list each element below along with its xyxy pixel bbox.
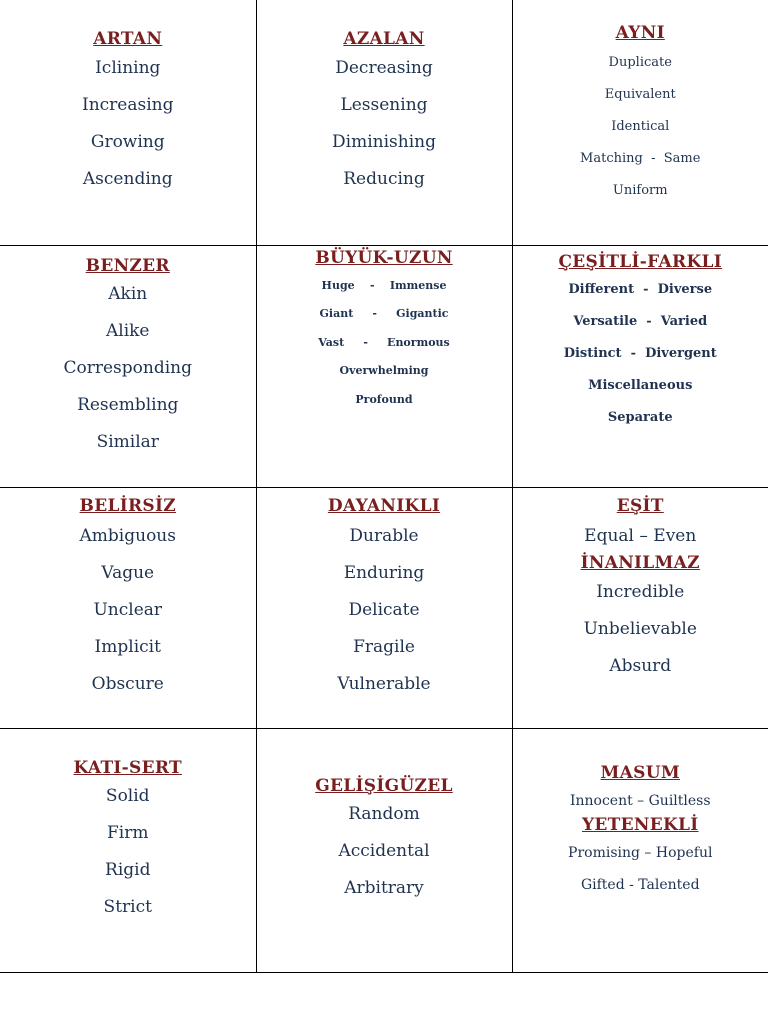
- word: Delicate: [348, 599, 420, 620]
- word: Unbelievable: [583, 618, 697, 639]
- word: Versatile - Varied: [573, 313, 708, 329]
- cell-title: BELİRSİZ: [79, 495, 176, 516]
- word: Vast - Enormous: [318, 335, 450, 349]
- word: Rigid: [105, 859, 151, 880]
- cell-title: AZALAN: [343, 29, 425, 49]
- word: Durable: [349, 525, 419, 546]
- cell-ayni: [512, 0, 768, 245]
- word: Identical: [611, 119, 670, 134]
- word: Strict: [103, 896, 152, 917]
- word: Diminishing: [332, 132, 436, 152]
- word: Gifted - Talented: [580, 876, 700, 893]
- word: Decreasing: [335, 58, 433, 78]
- word: Obscure: [91, 673, 164, 694]
- word: Equivalent: [604, 87, 676, 102]
- cell-title-secondary: İNANILMAZ: [580, 552, 700, 573]
- word: Solid: [105, 785, 150, 806]
- word: Accidental: [338, 840, 430, 861]
- cell-title: ARTAN: [93, 29, 163, 49]
- cell-kati-sert: [0, 728, 256, 972]
- word: Profound: [355, 392, 413, 406]
- word: Vague: [101, 562, 155, 583]
- cell-title: MASUM: [600, 762, 680, 783]
- cell-title-secondary: YETENEKLİ: [581, 814, 699, 835]
- cell-artan: [0, 0, 256, 245]
- word: Unclear: [93, 599, 163, 620]
- word: Enduring: [343, 562, 425, 583]
- cell-buyuk-uzun: [256, 245, 512, 487]
- word: Distinct - Divergent: [563, 345, 717, 361]
- word: Separate: [607, 409, 673, 425]
- word: Uniform: [612, 183, 668, 198]
- cell-title: EŞİT: [616, 495, 664, 516]
- word: Lessening: [340, 95, 428, 115]
- word: Akin: [108, 283, 148, 304]
- word: Promising – Hopeful: [568, 844, 713, 861]
- word: Duplicate: [608, 55, 672, 70]
- cell-title: KATI-SERT: [73, 757, 182, 778]
- word: Giant - Gigantic: [319, 307, 449, 320]
- word: Matching - Same: [580, 151, 701, 166]
- word: Alike: [105, 320, 150, 341]
- cell-title: BÜYÜK-UZUN: [315, 247, 453, 268]
- word: Arbitrary: [344, 877, 424, 898]
- word: Implicit: [94, 636, 161, 657]
- word: Reducing: [343, 169, 425, 189]
- word: Ascending: [82, 169, 173, 189]
- word: Firm: [107, 822, 149, 843]
- word: Miscellaneous: [588, 377, 693, 393]
- cell-dayanikli: [256, 487, 512, 728]
- cell-title: GELİŞİGÜZEL: [315, 775, 453, 796]
- word: Incredible: [596, 581, 685, 602]
- word: Growing: [90, 132, 165, 152]
- word: Vulnerable: [337, 673, 431, 694]
- cell-benzer: [0, 245, 256, 487]
- cell-title: DAYANIKLI: [327, 495, 441, 516]
- word: Huge - Immense: [321, 278, 447, 292]
- word: Fragile: [353, 636, 415, 657]
- cell-title: ÇEŞİTLİ-FARKLI: [558, 251, 723, 272]
- cell-esit-inanilmaz: [512, 487, 768, 728]
- word: Innocent – Guiltless: [569, 792, 711, 809]
- cell-cesitli-farkli: [512, 245, 768, 487]
- cell-azalan: [256, 0, 512, 245]
- word: Random: [348, 803, 420, 824]
- cell-title: AYNI: [615, 23, 665, 43]
- cell-masum-yetenekli: [512, 728, 768, 972]
- word: Resembling: [77, 394, 179, 415]
- word: Equal – Even: [584, 525, 697, 546]
- cell-belirsiz: [0, 487, 256, 728]
- word: Ambiguous: [79, 525, 176, 546]
- word: Iclining: [95, 58, 161, 78]
- word: Overwhelming: [339, 364, 429, 377]
- word: Increasing: [82, 95, 174, 115]
- word: Absurd: [609, 655, 672, 676]
- word: Different - Diverse: [568, 281, 713, 297]
- word: Corresponding: [63, 357, 192, 378]
- cell-title: BENZER: [85, 255, 170, 276]
- cell-gelisiguzel: [256, 728, 512, 972]
- word: Similar: [96, 431, 159, 452]
